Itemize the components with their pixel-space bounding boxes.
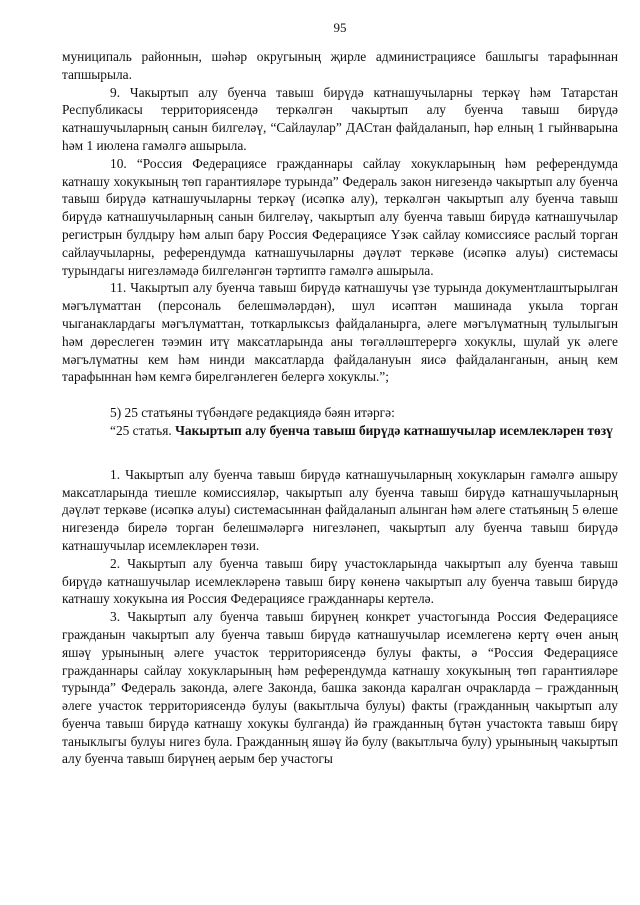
article-part-3: 3. Чакыртып алу буенча тавыш бирүнең конкрет участогында Россия Федерациясе гражданын чакыртып алу буенча тавыш бирүдә катнашучылар исемлегенә кертү өчен аның яшәү урынының әлеге участок территориясендә булуы факты, ә “Россия Федерациясе гражданнары сайлау хокукларының һәм референдумда катнашу хокукының төп гарантияләре турында” Федераль законда, әлеге Законда, башка законда каралган очракларда – гражданның әлеге участок территориясендә булуы (вакытлыча булуы) факты (гражданның чакыртып алу буенча тавыш бирүдә катнашу хокукы булганда) йә гражданның бүтән участокта тавыш бирү таныклыгы булуы нигез була. Гражданның яшәү йә булу (вакытлыча булу) урынының чакыртып алу буенча тавыш бирүнең аерым бер участогы	[62, 609, 618, 767]
paragraph-10: 10. “Россия Федерациясе гражданнары сайлау хокукларының һәм референдумда катнашу хокукының төп гарантияләре турында” Федераль закон нигезендә чакыртып алу буенча тавыш бирүдә катнашучыларны теркәү (исәпкә алу), теркәлгән чакыртып алу буенча тавыш бирүдә катнашучыларның санын билгеләү, чакыртып алу буенча тавыш бирүдә катнашучылар регистрын булдыру һәм алып бару Россия Федерациясе Үзәк сайлау комиссиясе раслый торган сайлаучыларны, референдумда катнашучыларны дәүләт теркәве (исәпкә алуы) системасы турындагы нигезләмәдә билгеләнгән тәртиптә гамәлгә ашырыла.	[62, 155, 618, 278]
amendment-intro: 5) 25 статьяны түбәндәге редакциядә бәян итәргә:	[110, 405, 395, 421]
spacer	[62, 386, 618, 404]
spacer	[62, 440, 618, 466]
paragraph-9: 9. Чакыртып алу буенча тавыш бирүдә катнашучыларны теркәү һәм Татарстан Республикасы территориясендә теркәлгән чакыртып алу буенча тавыш бирүдә катнашучыларның санын билгеләү, “Сайлаулар” ДАСтан файдаланып, һәр елның 1 гыйнварына һәм 1 июлена гамәлгә ашырыла.	[62, 84, 618, 153]
article-part-1: 1. Чакыртып алу буенча тавыш бирүдә катнашучыларның хокукларын гамәлгә ашыру максатларында тиешле комиссияләр, чакыртып алу буенча тавыш бирүдә катнашучыларның дәүләт теркәве (исәпкә алуы) системасыннан файдаланып алынган һәм әлеге статьяның 5 өлеше нигезендә бирелә торган белешмәләргә нигезләнеп, чакыртып алу буенча тавыш бирүдә катнашучылар исемлекләрен төзи.	[62, 466, 618, 553]
article-heading	[62, 422, 618, 440]
document-page	[62, 20, 618, 768]
page-number: 95	[333, 20, 347, 35]
article-part-2: 2. Чакыртып алу буенча тавыш бирү участокларында чакыртып алу буенча тавыш бирүдә катнашучылар исемлекләренә тавыш бирү көненә чакыртып алу буенча тавыш бирүдә катнашу хокукына ия Россия Федерациясе гражданнары кертелә.	[62, 555, 618, 607]
paragraph-continuation: муниципаль районнын, шәһәр округының җирле администрациясе башлыгы тарафыннан тапшырыла.	[62, 49, 618, 82]
article-heading-prefix: “25 статья.	[110, 422, 172, 438]
paragraph-11: 11. Чакыртып алу буенча тавыш бирүдә катнашучы үзе турында документлаштырылган мәгълүматтан (персональ белешмәләрдән), шул исәптән машинада укыла торган чыганаклардагы мәгълүматтан, тоткарлыксыз файдаланырга, әлеге мәгълүматның тулылыгын һәм дөреслеген тәэмин итү максатларында аны төгәлләштерергә хокуклы, шулай ук әлеге мәгълүматны кем һәм нинди максатларда файдалануын яисә файдаланганын, аның кем тарафыннан һәм кемгә бирелгәнлеген белергә хокуклы.”;	[62, 280, 618, 385]
article-heading-title: Чакыртып алу буенча тавыш бирүдә катнашучылар исемлекләрен төзү	[175, 422, 613, 438]
